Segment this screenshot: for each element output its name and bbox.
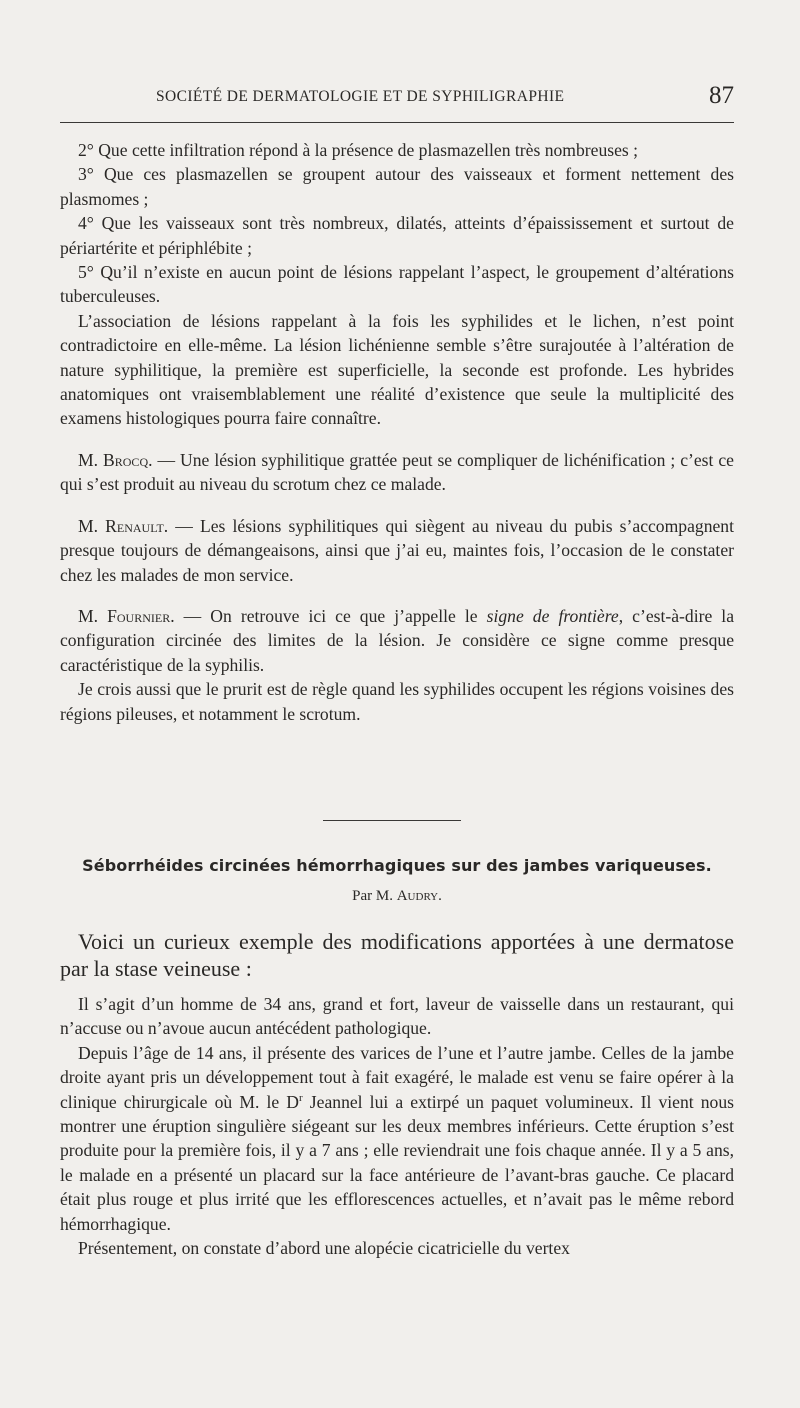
superscript: r: [299, 1091, 303, 1104]
article-lead: Voici un curieux exemple des modifications apportées à une dermatose par la stase veineuse :: [60, 929, 734, 981]
byline-prefix: Par M.: [352, 888, 393, 904]
discussion-renault: [60, 514, 734, 587]
conclusion-item: 3° Que ces plasmazellen se groupent autour des vaisseaux et forment nettement des plasmomes ;: [60, 164, 734, 209]
remark-text: . — Une lésion syphilitique grattée peut se compliquer de lichénification ; c’est ce qui s’est produit au niveau du scrotum chez ce malade.: [60, 449, 734, 495]
remark-text: . — On retrouve ici ce que j’appelle le: [170, 605, 487, 626]
conclusion-item: 5° Qu’il n’existe en aucun point de lésions rappelant l’aspect, le groupement d’altérations tuberculeuses.: [60, 262, 734, 307]
discussion-fournier-continuation: Je crois aussi que le prurit est de règle quand les syphilides occupent les régions voisines des régions pileuses, et notamment le scrotum.: [60, 679, 734, 724]
discussion-fournier: [60, 604, 734, 677]
article-title: Séborrhéides circinées hémorrhagiques sur des jambes variqueuses.: [82, 856, 712, 875]
emphasized-term: signe de frontière: [486, 605, 619, 626]
previous-communication-text: [60, 138, 734, 726]
speaker-name: Brocq: [103, 449, 149, 470]
author-name: Audry: [396, 888, 439, 904]
article-paragraph: Il s’agit d’un homme de 34 ans, grand et fort, laveur de vaisselle dans un restaurant, qui n’accuse ou n’avoue aucun antécédent pathologique.: [60, 994, 734, 1039]
discussion-brocq: [60, 448, 734, 497]
running-title: SOCIÉTÉ DE DERMATOLOGIE ET DE SYPHILIGRAPHIE: [156, 88, 565, 105]
article-body: [60, 928, 734, 1260]
speaker-prefix: M.: [78, 515, 99, 536]
conclusion-item: 4° Que les vaisseaux sont très nombreux, dilatés, atteints d’épaississement et surtout de périartérite et périphlébite ;: [60, 213, 734, 258]
speaker-prefix: M.: [78, 449, 99, 470]
article-byline: [60, 888, 734, 905]
association-paragraph: L’association de lésions rappelant à la fois les syphilides et le lichen, n’est point contradictoire en elle-même. La lésion lichénienne semble s’être surajoutée à l’altération de nature syphilitique, la première est superficielle, la seconde est profonde. Les hybrides anatomiques ont vraisemblablement une réalité d’existence que seule la multiplicité des examens histologiques pourra faire connaître.: [60, 310, 734, 429]
page-number: 87: [709, 82, 734, 109]
article-paragraph: Présentement, on constate d’abord une alopécie cicatricielle du vertex: [78, 1238, 570, 1259]
section-divider: [323, 820, 461, 821]
remark-text: . — Les lésions syphilitiques qui siègent au niveau du pubis s’accompagnent presque toujours de démangeaisons, ainsi que j’ai eu, maintes fois, l’occasion de le constater chez les malades de mon service.: [60, 515, 734, 585]
header-rule: [60, 122, 734, 123]
byline-suffix: .: [438, 888, 442, 904]
speaker-prefix: M.: [78, 605, 99, 626]
speaker-name: Renault: [105, 515, 164, 536]
conclusion-item: 2° Que cette infiltration répond à la présence de plasmazellen très nombreuses ;: [78, 140, 639, 160]
speaker-name: Fournier: [107, 605, 171, 626]
remark-text: , c’est-à-dire la configuration circinée des limites de la lésion. Je considère ce signe comme presque caractéristique de la syphilis.: [60, 605, 734, 675]
paragraph-text: Depuis l’âge de 14 ans, il présente des varices de l’une et l’autre jambe. Celles de la jambe droite ayant pris un développement tout à fait exagéré, le malade est venu se faire opérer à la clinique chirurgicale où M. le D: [60, 1042, 734, 1112]
paragraph-text: Jeannel lui a extirpé un paquet volumineux. Il vient nous montrer une éruption singulière siégeant sur les deux membres inférieurs. Cette éruption s’est produite pour la première fois, il y a 7 ans ; elle reviendrait une fois chaque année. Il y a 5 ans, le malade en a présenté un placard sur la face antérieure de l’avant-bras gauche. Ce placard était plus rouge et plus irrité que les efflorescences actuelles, et n’avait pas le même rebord hémorrhagique.: [60, 1091, 734, 1234]
article-paragraph: [60, 1041, 734, 1236]
running-head: [60, 82, 734, 112]
